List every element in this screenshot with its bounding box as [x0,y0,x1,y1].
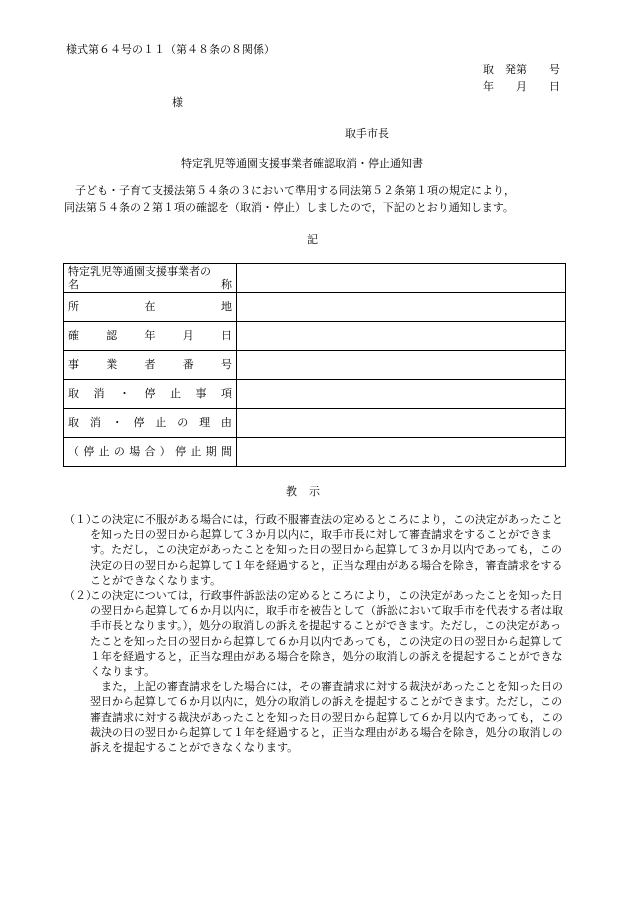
issuer-name: 取手市長 [345,127,389,140]
document-date: 年 月 日 [483,80,560,93]
label-char: 名 [68,278,79,291]
label-char: 理 [199,415,211,429]
value-cancel-suspend-matters[interactable] [237,380,566,409]
label-business-name [64,264,237,293]
label-char: 事 [68,357,79,371]
value-address[interactable] [237,293,566,322]
note-text: この決定については，行政事件訴訟法の定めるところにより，この決定があったことを知った日の翌日から起算して６か月以内に，取手市を被告として（訴訟において取手市を代表する者は取手市長となります。），処分の取消しの訴えを提起することができます。ただし，この決定があったことを知った日の翌日から起算して６か月以内であっても，この決定の日の翌日から起算して１年を経過すると，正当な理由がある場合を除き，処分の取消しの訴えを提起することができなくなります。 [90,589,563,679]
label-char: 止 [190,444,202,458]
label-cancel-suspend-reason [64,409,237,438]
value-cancel-suspend-reason[interactable] [237,409,566,438]
table-row [64,293,566,322]
note-2-paragraph: また，上記の審査請求をした場合には，その審査請求に対する裁決があったことを知った日の翌日から起算して６か月以内に，処分の取消しの訴えを提起することができます。ただし，この審査請求に対する裁決があったことを知った日の翌日から起算して６か月以内であっても，この裁決の日の翌日から起算して１年を経過すると，正当な理由がある場合を除き，処分の取消しの訴えを提起することができなくなります。 [90,680,563,755]
label-char: 日 [221,328,232,342]
label-char: 停 [83,444,95,458]
value-confirm-date[interactable] [237,322,566,351]
label-cancel-suspend-matters [64,380,237,409]
label-char: 取 [68,386,79,400]
document-number: 取 発第 号 [483,63,560,76]
instruction-heading: 教示 [286,485,332,498]
label-char: 止 [155,415,167,429]
table-row [64,351,566,380]
label-char: 取 [68,415,79,429]
label-char: 場 [129,444,141,458]
note-1 [64,512,572,588]
details-table [63,263,566,467]
label-char: 確 [68,328,79,342]
value-business-number[interactable] [237,351,566,380]
label-char: （ [68,444,79,458]
note-text: この決定に不服がある場合には，行政不服審査法の定めるところにより，この決定があったことを知った日の翌日から起算して３か月以内に，取手市長に対して審査請求をすることができます。ただし，この決定があったことを知った日の翌日から起算して３か月以内であっても，この決定の日の翌日から起算して１年を経過すると，正当な理由がある場合を除き，審査請求をすることができなくなります。 [90,513,563,587]
label-char: ・ [119,386,130,400]
instruction-notes [64,512,572,755]
label-char: 合 [144,444,156,458]
label-char: 止 [98,444,110,458]
form-number: 様式第６４号の１１（第４８条の８関係） [66,43,275,56]
label-char: 事 [195,386,207,400]
label-char: 消 [89,415,101,429]
table-row [64,264,566,293]
table-row [64,322,566,351]
label-char: ） [159,444,171,458]
intro-line-2: 同法第５４条の２第１項の確認を（取消・停止）しましたので，下記のとおり通知します。 [64,201,514,214]
intro-line-1: 子ども・子育て支援法第５４条の３において準用する同法第５２条第１項の規定により， [64,184,515,197]
label-address [64,293,237,322]
label-char: 停 [144,386,156,400]
document-title: 特定乳児等通園支援事業者確認取消・停止通知書 [181,157,423,170]
value-business-name[interactable] [237,264,566,293]
table-row [64,380,566,409]
label-char: 月 [182,328,194,342]
value-suspension-period[interactable] [237,438,566,467]
label-char: 年 [144,328,156,342]
note-number: （２） [64,589,97,603]
label-business-number [64,351,237,380]
label-char: 間 [220,444,232,458]
label-char: 称 [221,278,232,291]
note-number: （１） [64,513,97,526]
label-char: ・ [111,415,123,429]
label-char: 期 [205,444,217,458]
label-char: 止 [170,386,181,400]
label-char: 番 [182,357,194,371]
label-char: の [177,415,189,429]
table-row [64,438,566,467]
label-char: 所 [68,299,79,313]
label-char: 由 [220,415,232,429]
intro-paragraph [64,182,570,216]
label-confirm-date [64,322,237,351]
label-char: 者 [144,357,156,371]
note-2 [64,588,572,679]
label-char: 認 [106,328,118,342]
label-char: 消 [93,386,105,400]
label-char: 業 [106,357,118,371]
label-char: 号 [221,357,232,371]
table-row [64,409,566,438]
label-char: 停 [133,415,145,429]
label-suspension-period [64,438,237,467]
label-char: 項 [221,386,232,400]
ki-heading: 記 [307,233,318,246]
addressee-suffix: 様 [172,96,183,109]
label-char: 地 [221,299,232,313]
label-line: 特定乳児等通園支援事業者の [68,265,211,278]
label-char: 在 [144,299,156,313]
label-char: 停 [175,444,187,458]
label-char: の [113,444,125,458]
